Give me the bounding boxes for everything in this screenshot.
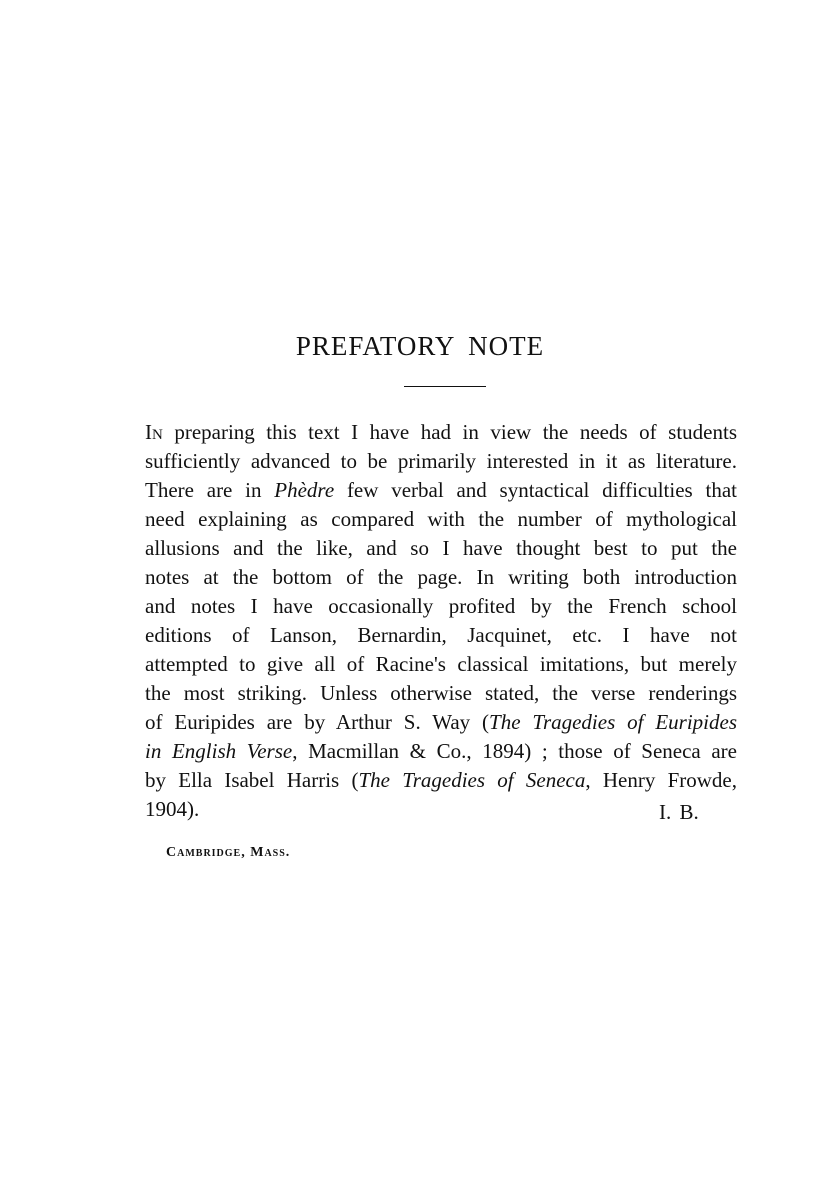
- drop-word: In: [145, 420, 163, 444]
- title-rule: [404, 386, 486, 387]
- work-title: in English Verse: [145, 739, 293, 763]
- note-line-11: of Euripides are by Arthur S. Way (The Tragedies of Euripides: [145, 710, 737, 734]
- work-title: Phèdre: [274, 478, 335, 502]
- note-line-4: need explaining as compared with the number of mythological: [145, 507, 737, 531]
- note-line-3: There are in Phèdre few verbal and syntactical difficulties that: [145, 478, 737, 502]
- note-line-14: 1904).: [145, 797, 200, 821]
- note-line-2: sufficiently advanced to be primarily interested in it as literature.: [145, 449, 737, 473]
- note-line-8: editions of Lanson, Bernardin, Jacquinet, etc. I have not: [145, 623, 737, 647]
- author-initials: I. B.: [659, 800, 699, 824]
- note-line-1: In preparing this text I have had in view the needs of students: [145, 420, 737, 444]
- note-line-13: by Ella Isabel Harris (The Tragedies of Seneca, Henry Frowde,: [145, 768, 738, 792]
- note-line-5: allusions and the like, and so I have thought best to put the: [145, 536, 737, 560]
- note-line-7: and notes I have occasionally profited by the French school: [145, 594, 737, 618]
- note-line-9: attempted to give all of Racine's classical imitations, but merely: [145, 652, 737, 676]
- place-line: Cambridge, Mass.: [166, 845, 291, 860]
- page-title: PREFATORY NOTE: [295, 331, 545, 361]
- work-title: The Tragedies of Euripides: [489, 710, 737, 734]
- note-line-12: in English Verse, Macmillan & Co., 1894) ; those of Seneca are: [145, 739, 737, 763]
- note-line-6: notes at the bottom of the page. In writing both introduction: [145, 565, 737, 589]
- note-line-10: the most striking. Unless otherwise stated, the verse renderings: [145, 681, 737, 705]
- prefatory-note-paragraph: [145, 418, 737, 824]
- work-title: The Tragedies of Seneca: [358, 768, 586, 792]
